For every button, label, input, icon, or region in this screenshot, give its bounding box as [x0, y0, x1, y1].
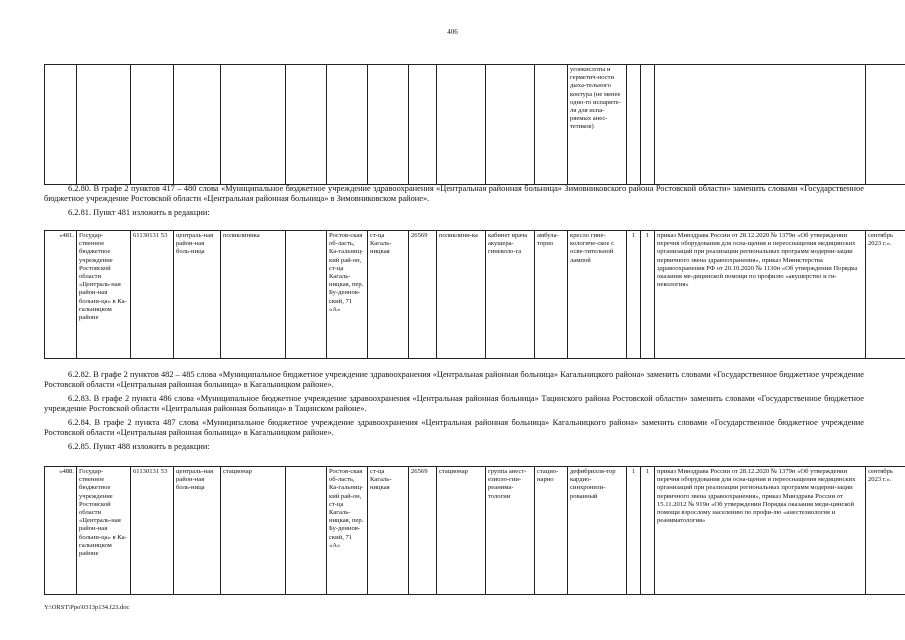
table-cell: 1: [627, 467, 641, 595]
table-cell: «488.: [45, 467, 77, 595]
table-cell: централь-ная район-ная боль-ница: [174, 231, 221, 359]
table-cell: 61130131 53: [131, 231, 174, 359]
table-cell: стационар: [221, 467, 286, 595]
table-cell: [45, 65, 77, 185]
table-cell: [641, 65, 655, 185]
table-cell: стацио-нарно: [535, 467, 568, 595]
table-cell: кабинет врача акушера-гинеколо-га: [486, 231, 535, 359]
table-cell: [409, 65, 437, 185]
table-cell: группа анест-езиоло-гии-реанима-тологии: [486, 467, 535, 595]
table-cell: 1: [627, 231, 641, 359]
table-cell: дефибрилля-тор кардио-синхронизи-рованный: [568, 467, 627, 595]
table-cell: сентябрь 2023 г.».: [866, 467, 905, 595]
table-cell: Ростов-ская об-ласть, Ка-гальниц-кий рай-он, ст-ца Кагаль-ницкая, пер. Бу-деннов-ский, 71 «А»: [327, 467, 368, 595]
table-cell: [221, 65, 286, 185]
table-cell: ст-ца Кагаль-ницкая: [368, 467, 409, 595]
table-cell: углекислоты и герметич-ности дыха-тельного контура (не менее одно-го испарите-ля для испа-ряемых анес-тетиков): [568, 65, 627, 185]
top-table: [44, 64, 905, 185]
footer-file-path: Y:\ORST\Ppo\0313p134.f23.doc: [44, 604, 130, 611]
table-cell: стационар: [437, 467, 486, 595]
paragraph-6-2-85: 6.2.85. Пункт 488 изложить в редакции:: [68, 442, 210, 451]
table-cell: 1: [641, 231, 655, 359]
table-cell: Государ-ственное бюджетное учреждение Ростовской области «Централь-ная район-ная больни-ца» в Ка-гальницком районе: [77, 231, 131, 359]
table-cell: 26569: [409, 231, 437, 359]
table-cell: [131, 65, 174, 185]
table-cell: [286, 65, 327, 185]
table-item-481: [44, 230, 905, 359]
paragraph-6-2-84: 6.2.84. В графе 2 пункта 487 слова «Муниципальное бюджетное учреждение здравоохранения «Центральная районная больница» Кагальницкого района» заменить словами «Государственное бюджетное учреждение Ростовской области «Центральная районная больница» в Кагальницком районе».: [44, 418, 864, 438]
page-number: 406: [447, 28, 458, 36]
table-cell: [627, 65, 641, 185]
table-cell: [535, 65, 568, 185]
table-cell: сентябрь 2023 г.».: [866, 231, 905, 359]
table-cell: амбула-торно: [535, 231, 568, 359]
table-cell: централь-ная район-ная боль-ница: [174, 467, 221, 595]
table-cell: 26569: [409, 467, 437, 595]
table-cell: «481.: [45, 231, 77, 359]
table-cell: [77, 65, 131, 185]
table-cell: [327, 65, 368, 185]
table-cell: [437, 65, 486, 185]
paragraph-6-2-83: 6.2.83. В графе 2 пункта 486 слова «Муниципальное бюджетное учреждение здравоохранения «Центральная районная больница» Тацинского района Ростовской области» заменить словами «Государственное бюджетное учреждение Ростовской области «Центральная районная больница» в Тацинском районе».: [44, 394, 864, 414]
table-item-488: [44, 466, 905, 595]
paragraph-6-2-80: 6.2.80. В графе 2 пунктов 417 – 480 слова «Муниципальное бюджетное учреждение здравоохранения «Центральная районная больница» Зимовниковского района Ростовской области» заменить словами «Государственное бюджетное учреждение Ростовской области «Центральная районная больница» в Зимовниковском районе».: [44, 184, 864, 204]
paragraph-6-2-82: 6.2.82. В графе 2 пунктов 482 – 485 слова «Муниципальное бюджетное учреждение здравоохранения «Центральная районная больница» Кагальницкого района» заменить словами «Государственное бюджетное учреждение Ростовской области «Центральная районная больница» в Кагальницком районе».: [44, 370, 864, 390]
table-cell: [368, 65, 409, 185]
table-cell: ст-ца Кагаль-ницкая: [368, 231, 409, 359]
table-cell: 61130131 53: [131, 467, 174, 595]
table-cell: [866, 65, 905, 185]
table-cell: [174, 65, 221, 185]
table-cell: Государ-ственное бюджетное учреждение Ростовской области «Централь-ная район-ная больни-ца» в Ка-гальницком районе: [77, 467, 131, 595]
table-cell: [655, 65, 866, 185]
table-cell: кресло гине-кологиче-ское с осве-тительной лампой: [568, 231, 627, 359]
table-cell: [486, 65, 535, 185]
table-cell: приказ Минздрава России от 28.12.2020 № 1379н «Об утверждении перечня оборудования для осна-щения и переоснащения медицинских организаций при реализации региональных программ модерни-зации первичного звена здравоохранения», приказ Минздрава России от 15.11.2012 № 919н «Об утверждении Порядка оказания меди-цинской помощи взрослому населению по профи-лю «анестезиология и реаниматология»: [655, 467, 866, 595]
table-cell: поликлини-ка: [437, 231, 486, 359]
table-cell: [286, 231, 327, 359]
table-cell: [286, 467, 327, 595]
table-cell: 1: [641, 467, 655, 595]
table-cell: Ростов-ская об-ласть, Ка-гальниц-кий рай-он, ст-ца Кагаль-ницкая, пер. Бу-деннов-ский, 71 «А»: [327, 231, 368, 359]
paragraph-6-2-81: 6.2.81. Пункт 481 изложить в редакции:: [68, 208, 210, 217]
table-cell: поликлиника: [221, 231, 286, 359]
table-cell: приказ Минздрава России от 28.12.2020 № 1379н «Об утверждении перечня оборудования для осна-щения и переоснащения медицинских организаций при реализации региональных программ модерни-зации первичного звена здравоохранения», приказ Министерства здравоохранения РФ от 20.10.2020 № 1130н «Об утверждении Порядка оказания ме-дицинской помощи по профилю «акушерство и ги-некология»: [655, 231, 866, 359]
